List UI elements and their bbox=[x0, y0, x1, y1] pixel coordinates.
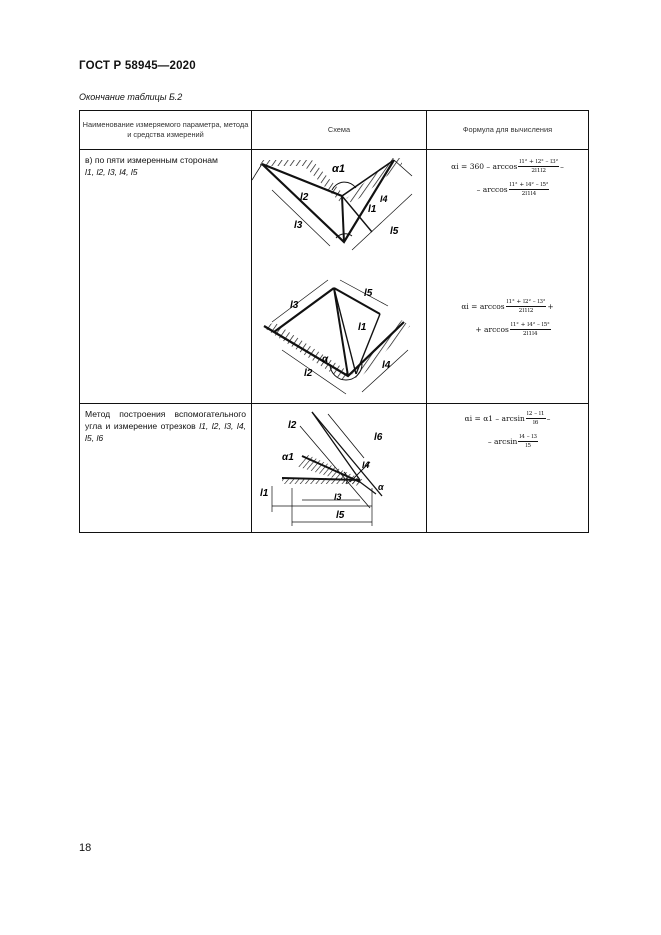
scheme-cell bbox=[252, 404, 427, 533]
formula-group-row1 bbox=[427, 158, 588, 338]
formula-fraction bbox=[510, 321, 551, 338]
formula-trail: – bbox=[560, 162, 564, 171]
column-header-formula: Формула для вычисления bbox=[427, 111, 589, 150]
formula-fraction bbox=[518, 158, 559, 175]
table-row bbox=[80, 404, 589, 533]
fraction-denominator: 2l1l4 bbox=[522, 331, 538, 337]
label-alpha-lower: α bbox=[322, 354, 329, 365]
scheme-cell bbox=[252, 150, 427, 404]
label-l1-aux: l1 bbox=[260, 488, 269, 499]
fraction-numerator: l1² + l2² – l3² bbox=[506, 299, 546, 305]
label-l3-aux: l3 bbox=[334, 492, 342, 502]
formula-trail: + bbox=[547, 302, 554, 311]
formula-lead: + arccos bbox=[475, 325, 509, 334]
label-l3-lower: l3 bbox=[290, 300, 299, 311]
row-params: l1, l2, l3, l4, l5 bbox=[85, 167, 138, 177]
formula-trail: – bbox=[546, 414, 551, 423]
fraction-numerator: l4 – l3 bbox=[519, 434, 538, 440]
label-l2-lower: l2 bbox=[304, 368, 313, 379]
label-l1-upper: l1 bbox=[368, 204, 377, 215]
fraction-numerator: l1² + l2² – l3² bbox=[519, 159, 559, 165]
document-header: ГОСТ Р 58945—2020 bbox=[79, 60, 196, 72]
fraction-denominator: 2l1l2 bbox=[518, 308, 534, 314]
table-caption: Окончание таблицы Б.2 bbox=[79, 92, 183, 102]
fraction-numerator: l1² + l4² – l5² bbox=[509, 182, 549, 188]
formula-line bbox=[427, 158, 588, 175]
label-alpha1-upper: α1 bbox=[332, 163, 345, 175]
row-params: l1, l2, l3, l4, l5, l6 bbox=[85, 421, 246, 443]
label-alpha-aux: α bbox=[378, 482, 384, 492]
fraction-denominator: 2l1l2 bbox=[531, 168, 547, 174]
label-l2-aux: l2 bbox=[288, 420, 297, 431]
table-row bbox=[80, 150, 589, 404]
label-l4-lower: l4 bbox=[382, 360, 391, 371]
formula-line bbox=[427, 298, 588, 315]
formula-line bbox=[427, 321, 588, 338]
formula-lead: – arccos bbox=[476, 185, 508, 194]
fraction-denominator: 2l1l4 bbox=[521, 191, 537, 197]
fraction-numerator: l2 – l1 bbox=[526, 411, 545, 417]
formula-line bbox=[427, 410, 588, 427]
label-l2-upper: l2 bbox=[300, 192, 309, 203]
formula-fraction bbox=[518, 433, 538, 450]
label-l3-upper: l3 bbox=[294, 220, 303, 231]
fraction-denominator: l6 bbox=[532, 420, 539, 426]
column-header-scheme: Схема bbox=[252, 111, 427, 150]
formula bbox=[427, 158, 588, 198]
formula-fraction bbox=[506, 298, 547, 315]
formula-group-row2 bbox=[427, 410, 588, 450]
formula-cell bbox=[427, 404, 589, 533]
formula-cell bbox=[427, 150, 589, 404]
formula-line bbox=[427, 181, 588, 198]
formula-lead: αi = 360 – arccos bbox=[451, 162, 518, 171]
label-l5-upper: l5 bbox=[390, 226, 399, 237]
formula-line bbox=[427, 433, 588, 450]
row-description: в) по пяти измеренным сторонам bbox=[85, 155, 218, 165]
formula bbox=[427, 410, 588, 450]
label-l6-aux: l6 bbox=[374, 432, 383, 443]
column-header-parameter: Наименование измеряемого параметра, метода и средства измерений bbox=[80, 111, 252, 150]
fraction-numerator: l1² + l4² – l5² bbox=[510, 322, 550, 328]
fraction-denominator: l5 bbox=[525, 443, 532, 449]
label-l5-lower: l5 bbox=[364, 288, 373, 299]
page-number: 18 bbox=[79, 842, 92, 854]
formula-lead: – arcsin bbox=[487, 437, 518, 446]
formula-fraction bbox=[509, 181, 550, 198]
label-l1-lower: l1 bbox=[358, 322, 367, 333]
formula-lead: αi = arccos bbox=[461, 302, 505, 311]
scheme-diagram-five-sides bbox=[252, 150, 427, 403]
formula bbox=[427, 298, 588, 338]
measurement-table bbox=[79, 110, 589, 533]
label-l4-aux: l4 bbox=[362, 460, 370, 470]
lower-figure bbox=[264, 280, 410, 394]
row-description: Метод построения вспомогательного угла и измерение отрезков bbox=[85, 409, 246, 431]
row-description-cell bbox=[80, 150, 252, 404]
table-header-row bbox=[80, 111, 589, 150]
label-l5-aux: l5 bbox=[336, 510, 345, 521]
row-description-cell bbox=[80, 404, 252, 533]
formula-fraction bbox=[526, 410, 546, 427]
formula-lead: αi = α1 – arcsin bbox=[464, 414, 525, 423]
label-alpha1-aux: α1 bbox=[282, 452, 294, 463]
label-l4-upper: l4 bbox=[380, 194, 388, 204]
scheme-diagram-auxiliary-angle bbox=[252, 404, 427, 532]
